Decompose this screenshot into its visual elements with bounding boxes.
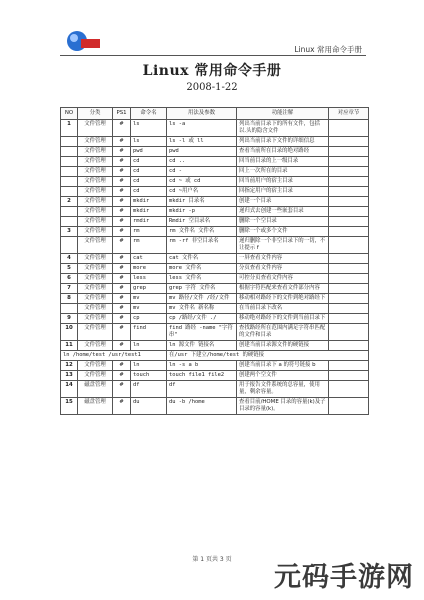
row-description: 创建两个空文件 xyxy=(237,371,329,381)
row-description: 递归删除一个非空目录下的一切，不让提示 f xyxy=(237,237,329,254)
row-category: 文件管理 xyxy=(78,341,113,351)
row-number: 12 xyxy=(61,361,78,371)
row-number: 14 xyxy=(61,381,78,398)
page-footer: 第 1 页共 3 页 xyxy=(192,556,232,563)
row-category: 文件管理 xyxy=(78,237,113,254)
row-category: 文件管理 xyxy=(78,187,113,197)
row-chapter xyxy=(329,217,369,227)
row-description: 列出当前目录下的所有文件，包括以.头的隐含文件 xyxy=(237,120,329,137)
row-category: 文件管理 xyxy=(78,294,113,304)
row-category: 文件管理 xyxy=(78,264,113,274)
row-command: mv xyxy=(131,294,167,304)
row-number xyxy=(61,177,78,187)
row-number: 7 xyxy=(61,284,78,294)
table-row xyxy=(61,147,369,157)
row-category: 文件管理 xyxy=(78,137,113,147)
row-command: less xyxy=(131,274,167,284)
row-prompt: # xyxy=(113,237,131,254)
row-prompt: # xyxy=(113,314,131,324)
row-category: 文件管理 xyxy=(78,207,113,217)
table-row xyxy=(61,217,369,227)
row-command: cd xyxy=(131,187,167,197)
row-usage: more 文件名 xyxy=(167,264,237,274)
row-usage: rm 文件名 文件名 xyxy=(167,227,237,237)
row-number xyxy=(61,187,78,197)
row-usage: less 文件名 xyxy=(167,274,237,284)
row-prompt: # xyxy=(113,137,131,147)
row-chapter xyxy=(329,137,369,147)
table-row xyxy=(61,120,369,137)
table-row xyxy=(61,274,369,284)
row-command: ln xyxy=(131,341,167,351)
document-date: 2008-1-22 xyxy=(186,82,238,93)
row-number xyxy=(61,304,78,314)
header-ps1: PS1 xyxy=(113,108,131,120)
row-description: 一屏查看文件内容 xyxy=(237,254,329,264)
row-usage: grep 字符 文件名 xyxy=(167,284,237,294)
row-number: 10 xyxy=(61,324,78,341)
row-category: 文件管理 xyxy=(78,227,113,237)
row-description: 可控分页查看文件内容 xyxy=(237,274,329,284)
row-description: 移动绝对路经下的文件到当前目录下 xyxy=(237,314,329,324)
row-usage: rm -rf 非空目录名 xyxy=(167,237,237,254)
row-prompt: # xyxy=(113,167,131,177)
table-row xyxy=(61,284,369,294)
table-row xyxy=(61,137,369,147)
table-row xyxy=(61,324,369,341)
row-number: 11 xyxy=(61,341,78,351)
row-category: 文件管理 xyxy=(78,314,113,324)
row-number: 9 xyxy=(61,314,78,324)
row-prompt: # xyxy=(113,274,131,284)
table-row xyxy=(61,157,369,167)
row-number: 4 xyxy=(61,254,78,264)
row-prompt: # xyxy=(113,371,131,381)
table-row xyxy=(61,254,369,264)
table-header-row xyxy=(61,108,369,120)
row-command: ln xyxy=(131,361,167,371)
row-usage: mkdir -p xyxy=(167,207,237,217)
header-category: 分类 xyxy=(78,108,113,120)
row-usage: cd - xyxy=(167,167,237,177)
row-usage: ls -l 或 ll xyxy=(167,137,237,147)
row-usage: du -b /home xyxy=(167,398,237,415)
row-prompt: # xyxy=(113,197,131,207)
row-usage: Rmdir 空目录名 xyxy=(167,217,237,227)
row-command: cp xyxy=(131,314,167,324)
row-number xyxy=(61,137,78,147)
row-chapter xyxy=(329,177,369,187)
row-usage: cat 文件名 xyxy=(167,254,237,264)
row-prompt: # xyxy=(113,157,131,167)
row-description: 根据字符匹配来查看文件部分内容 xyxy=(237,284,329,294)
row-prompt: # xyxy=(113,120,131,137)
logo-icon xyxy=(66,30,100,52)
row-number: 3 xyxy=(61,227,78,237)
row-description: 回当前用户的宿主目录 xyxy=(237,177,329,187)
row-description: 创建当前目录源文件的硬链接 xyxy=(237,341,329,351)
row-category: 文件管理 xyxy=(78,284,113,294)
row-number: 2 xyxy=(61,197,78,207)
row-description: 删除一个或多个文件 xyxy=(237,227,329,237)
row-command: find xyxy=(131,324,167,341)
row-number xyxy=(61,217,78,227)
row-chapter xyxy=(329,264,369,274)
row-number xyxy=(61,207,78,217)
row-chapter xyxy=(329,398,369,415)
watermark: 元码手游网 xyxy=(274,562,414,593)
row-chapter xyxy=(329,254,369,264)
row-category: 文件管理 xyxy=(78,254,113,264)
header-usage: 用法及参数 xyxy=(167,108,237,120)
table-row xyxy=(61,341,369,351)
row-number: 15 xyxy=(61,398,78,415)
row-command: rm xyxy=(131,227,167,237)
row-prompt: # xyxy=(113,217,131,227)
row-chapter xyxy=(329,361,369,371)
row-number: 6 xyxy=(61,274,78,284)
row-command: df xyxy=(131,381,167,398)
header-description: 功能注解 xyxy=(237,108,329,120)
row-usage: mv 路径/文件 /经/文件 xyxy=(167,294,237,304)
table-row xyxy=(61,167,369,177)
row-description: 创建当前目录下 a 的符号链接 b xyxy=(237,361,329,371)
row-description: 在当前目录下改名 xyxy=(237,304,329,314)
row-description: 查看当前所在目录的绝对路经 xyxy=(237,147,329,157)
row-category: 文件管理 xyxy=(78,157,113,167)
table-row xyxy=(61,237,369,254)
row-chapter xyxy=(329,120,369,137)
table-row xyxy=(61,207,369,217)
table-row xyxy=(61,371,369,381)
row-prompt: # xyxy=(113,187,131,197)
row-description: 列出当前目录下文件的详细信息 xyxy=(237,137,329,147)
row-number: 1 xyxy=(61,120,78,137)
row-category: 文件管理 xyxy=(78,147,113,157)
row-usage: mkdir 目录名 xyxy=(167,197,237,207)
command-table xyxy=(60,107,369,415)
row-command: cd xyxy=(131,167,167,177)
table-row xyxy=(61,197,369,207)
row-chapter xyxy=(329,197,369,207)
row-command: cat xyxy=(131,254,167,264)
row-chapter xyxy=(329,227,369,237)
row-prompt: # xyxy=(113,294,131,304)
row-number: 8 xyxy=(61,294,78,304)
header-command: 命令名 xyxy=(131,108,167,120)
row-command: cd xyxy=(131,177,167,187)
document-title: Linux 常用命令手册 xyxy=(142,63,282,79)
row-prompt: # xyxy=(113,207,131,217)
row-usage: cd .. xyxy=(167,157,237,167)
table-row xyxy=(61,398,369,415)
row-chapter xyxy=(329,207,369,217)
row-chapter xyxy=(329,274,369,284)
row-usage: ls -a xyxy=(167,120,237,137)
header-title: Linux 常用命令手册 xyxy=(294,45,362,54)
row-chapter xyxy=(329,294,369,304)
row-description: 回上一次所在的目录 xyxy=(237,167,329,177)
row-number xyxy=(61,147,78,157)
span-row-command: ln /home/test /usr/test1 xyxy=(61,351,167,361)
row-chapter xyxy=(329,167,369,177)
row-description: 回当前目录的上一级目录 xyxy=(237,157,329,167)
row-description: 分页查看文件内容 xyxy=(237,264,329,274)
row-prompt: # xyxy=(113,177,131,187)
row-usage: find 路经 -name "字符串" xyxy=(167,324,237,341)
row-usage: cd ~ 或 cd xyxy=(167,177,237,187)
row-prompt: # xyxy=(113,284,131,294)
row-description: 回指定用户的宿主目录 xyxy=(237,187,329,197)
row-chapter xyxy=(329,341,369,351)
table-row-span xyxy=(61,351,369,361)
header-divider xyxy=(60,55,366,56)
row-number xyxy=(61,167,78,177)
table-row xyxy=(61,304,369,314)
table-row xyxy=(61,381,369,398)
row-command: more xyxy=(131,264,167,274)
row-description: 删除一个空目录 xyxy=(237,217,329,227)
row-command: rmdir xyxy=(131,217,167,227)
row-number: 5 xyxy=(61,264,78,274)
row-usage: ln 源文件 链接名 xyxy=(167,341,237,351)
row-command: mkdir xyxy=(131,197,167,207)
row-command: pwd xyxy=(131,147,167,157)
row-command: mkdir xyxy=(131,207,167,217)
row-usage: df xyxy=(167,381,237,398)
row-command: du xyxy=(131,398,167,415)
row-number xyxy=(61,157,78,167)
row-number xyxy=(61,237,78,254)
table-row xyxy=(61,177,369,187)
row-usage: pwd xyxy=(167,147,237,157)
header-no: NO xyxy=(61,108,78,120)
row-command: grep xyxy=(131,284,167,294)
row-command: ls xyxy=(131,137,167,147)
row-prompt: # xyxy=(113,381,131,398)
row-command: touch xyxy=(131,371,167,381)
row-chapter xyxy=(329,304,369,314)
table-row xyxy=(61,294,369,304)
row-description: 查看目前/HOME 目录的容量(k)及子目录的容量(k)。 xyxy=(237,398,329,415)
table-row xyxy=(61,361,369,371)
row-category: 文件管理 xyxy=(78,304,113,314)
row-category: 磁盘管理 xyxy=(78,398,113,415)
row-category: 文件管理 xyxy=(78,120,113,137)
table-row xyxy=(61,187,369,197)
row-prompt: # xyxy=(113,398,131,415)
row-category: 文件管理 xyxy=(78,177,113,187)
row-usage: ln -s a b xyxy=(167,361,237,371)
table-row xyxy=(61,264,369,274)
row-category: 文件管理 xyxy=(78,361,113,371)
row-command: mv xyxy=(131,304,167,314)
row-chapter xyxy=(329,381,369,398)
row-chapter xyxy=(329,371,369,381)
row-usage: cp /路经/文件 ./ xyxy=(167,314,237,324)
table-row xyxy=(61,227,369,237)
table-row xyxy=(61,314,369,324)
row-category: 文件管理 xyxy=(78,371,113,381)
row-category: 文件管理 xyxy=(78,217,113,227)
row-category: 文件管理 xyxy=(78,197,113,207)
row-description: 查找路经所在范围内满足字符串匹配的文件和目录 xyxy=(237,324,329,341)
row-description: 移动相对路经下的文件到绝对路经下 xyxy=(237,294,329,304)
row-description: 递归式去创建一些嵌套目录 xyxy=(237,207,329,217)
row-chapter xyxy=(329,147,369,157)
row-prompt: # xyxy=(113,324,131,341)
row-usage: mv 文件名 新名称 xyxy=(167,304,237,314)
row-category: 文件管理 xyxy=(78,324,113,341)
span-row-description: 在/usr 下建立/home/test 的硬链接 xyxy=(167,351,369,361)
row-prompt: # xyxy=(113,147,131,157)
row-chapter xyxy=(329,314,369,324)
row-category: 文件管理 xyxy=(78,167,113,177)
row-category: 文件管理 xyxy=(78,274,113,284)
row-category: 磁盘管理 xyxy=(78,381,113,398)
row-chapter xyxy=(329,157,369,167)
row-prompt: # xyxy=(113,341,131,351)
row-usage: cd ~用户名 xyxy=(167,187,237,197)
row-description: 用于报告文件系统的总容量，使用量，剩余容量。 xyxy=(237,381,329,398)
row-chapter xyxy=(329,237,369,254)
row-command: rm xyxy=(131,237,167,254)
row-chapter xyxy=(329,187,369,197)
row-description: 创建一个目录 xyxy=(237,197,329,207)
row-prompt: # xyxy=(113,227,131,237)
row-number: 13 xyxy=(61,371,78,381)
header-chapter: 对应章节 xyxy=(329,108,369,120)
row-prompt: # xyxy=(113,304,131,314)
row-chapter xyxy=(329,284,369,294)
row-usage: touch file1 file2 xyxy=(167,371,237,381)
row-prompt: # xyxy=(113,361,131,371)
row-command: ls xyxy=(131,120,167,137)
row-prompt: # xyxy=(113,264,131,274)
row-chapter xyxy=(329,324,369,341)
row-command: cd xyxy=(131,157,167,167)
row-prompt: # xyxy=(113,254,131,264)
